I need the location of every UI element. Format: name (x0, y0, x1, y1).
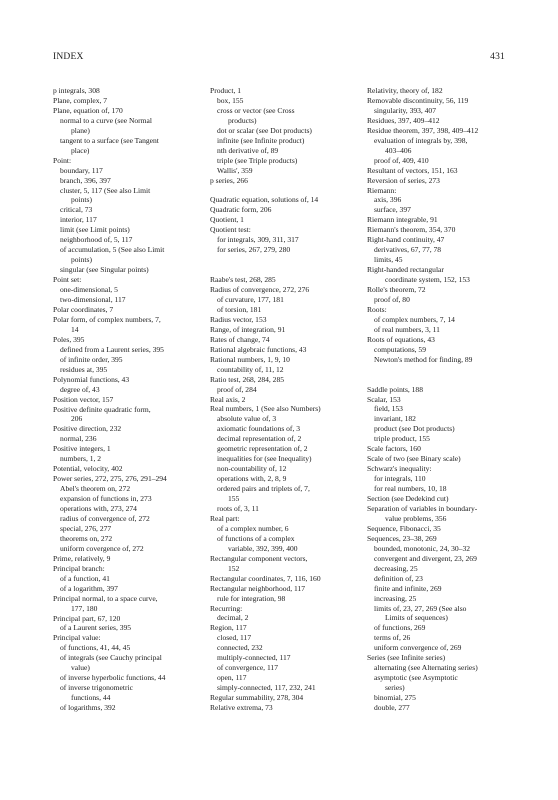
index-subentry: of torsion, 181 (217, 304, 262, 314)
index-subentry: singular (see Singular points) (60, 265, 149, 275)
index-entry: Rectangular coordinates, 7, 116, 160 (210, 573, 321, 583)
index-entry: Right-handed rectangular (367, 265, 444, 275)
index-entry: Scalar, 153 (367, 394, 401, 404)
index-subentry: definition of, 23 (374, 573, 423, 583)
index-subentry: Wallis', 359 (217, 165, 253, 175)
index-subentry: field, 153 (374, 404, 403, 414)
index-entry: Regular summability, 278, 304 (210, 693, 304, 703)
index-subentry: inequalities for (see Inequality) (217, 454, 312, 464)
index-subentry: degree of, 43 (60, 384, 100, 394)
index-entry: Scale factors, 160 (367, 444, 421, 454)
index-subentry: limit (see Limit points) (60, 225, 130, 235)
entry-gap (367, 365, 519, 375)
index-entry: Range, of integration, 91 (210, 324, 286, 334)
index-subentry: limits, 45 (374, 255, 403, 265)
index-entry: Rectangular component vectors, (210, 553, 308, 563)
index-entry: Principal value: (53, 633, 101, 643)
index-entry: Reversion of series, 273 (367, 175, 440, 185)
index-subentry: uniform convergence of, 269 (374, 643, 462, 653)
index-subentry: double, 277 (374, 703, 410, 713)
index-entry: Rational algebraic functions, 43 (210, 344, 307, 354)
index-subentry: derivatives, 67, 77, 78 (374, 245, 442, 255)
index-subentry: cross or vector (see Cross (217, 105, 295, 115)
index-subentry: for series, 267, 279, 280 (217, 245, 291, 255)
index-entry: Residue theorem, 397, 398, 409–412 (367, 125, 479, 135)
index-subentry: axiomatic foundations of, 3 (217, 424, 300, 434)
index-entry: Rolle's theorem, 72 (367, 285, 426, 295)
index-subentry: limits of, 23, 27, 269 (See also (374, 603, 467, 613)
index-continuation: plane) (71, 125, 90, 135)
index-continuation: value problems, 356 (385, 513, 447, 523)
index-entry: Polar coordinates, 7 (53, 304, 114, 314)
index-continuation: series) (385, 683, 405, 693)
entry-gap (210, 255, 362, 265)
index-subentry: theorems on, 272 (60, 533, 113, 543)
index-entry: Region, 117 (210, 623, 247, 633)
index-continuation: Limits of sequences) (385, 613, 448, 623)
index-subentry: of inverse trigonometric (60, 683, 133, 693)
index-subentry: special, 276, 277 (60, 523, 112, 533)
index-entry: Plane, complex, 7 (53, 95, 108, 105)
index-subentry: evaluation of integrals by, 398, (374, 135, 468, 145)
index-subentry: operations with, 273, 274 (60, 504, 137, 514)
index-continuation: functions, 44 (71, 693, 111, 703)
index-subentry: surface, 397 (374, 205, 411, 215)
index-continuation: 152 (228, 563, 240, 573)
index-entry: Raabe's test, 268, 285 (210, 275, 276, 285)
index-entry: Scale of two (see Binary scale) (367, 454, 461, 464)
index-entry: Real part: (210, 513, 240, 523)
index-entry: Rational numbers, 1, 9, 10 (210, 354, 290, 364)
page-header (53, 52, 505, 66)
index-subentry: proof of, 284 (217, 384, 257, 394)
index-entry: Radius vector, 153 (210, 314, 267, 324)
index-entry: Rectangular neighborhood, 117 (210, 583, 306, 593)
index-subentry: absolute value of, 3 (217, 414, 277, 424)
index-entry: Principal branch: (53, 563, 105, 573)
index-subentry: invariant, 182 (374, 414, 416, 424)
index-entry: Roots of equations, 43 (367, 334, 435, 344)
index-subentry: Abel's theorem on, 272 (60, 484, 131, 494)
index-subentry: for integrals, 309, 311, 317 (217, 235, 299, 245)
index-subentry: rule for integration, 98 (217, 593, 286, 603)
index-subentry: interior, 117 (60, 215, 97, 225)
index-entry: Quadratic form, 206 (210, 205, 272, 215)
index-entry: Point: (53, 155, 72, 165)
index-continuation: 14 (71, 324, 79, 334)
index-entry: Riemann's theorem, 354, 370 (367, 225, 456, 235)
entry-gap (367, 375, 519, 385)
index-continuation: variable, 392, 399, 400 (228, 543, 298, 553)
index-entry: Ratio test, 268, 284, 285 (210, 374, 284, 384)
index-continuation: points) (71, 255, 92, 265)
index-subentry: closed, 117 (217, 633, 252, 643)
index-continuation: 403–406 (385, 145, 412, 155)
index-column-1 (53, 86, 205, 713)
index-subentry: radius of convergence of, 272 (60, 513, 150, 523)
index-subentry: of accumulation, 5 (See also Limit (60, 245, 165, 255)
index-subentry: tangent to a surface (see Tangent (60, 135, 159, 145)
index-subentry: one-dimensional, 5 (60, 285, 118, 295)
index-subentry: nth derivative of, 89 (217, 145, 279, 155)
index-subentry: of infinite order, 395 (60, 354, 123, 364)
index-column-3 (367, 86, 519, 713)
index-entry: Relativity, theory of, 182 (367, 86, 443, 95)
index-entry: Position vector, 157 (53, 394, 114, 404)
index-subentry: of curvature, 177, 181 (217, 294, 284, 304)
index-entry: Residues, 397, 409–412 (367, 115, 440, 125)
index-subentry: infinite (see Infinite product) (217, 135, 305, 145)
index-entry: Section (see Dedekind cut) (367, 494, 449, 504)
index-subentry: normal to a curve (see Normal (60, 115, 152, 125)
index-subentry: residues at, 395 (60, 364, 108, 374)
index-subentry: for real numbers, 10, 18 (374, 484, 447, 494)
index-subentry: of a complex number, 6 (217, 523, 289, 533)
index-subentry: normal, 236 (60, 434, 97, 444)
index-continuation: points) (71, 195, 92, 205)
index-entry: Point set: (53, 275, 82, 285)
index-entry: Prime, relatively, 9 (53, 553, 111, 563)
index-subentry: Newton's method for finding, 89 (374, 354, 473, 364)
index-subentry: of a function, 41 (60, 573, 110, 583)
entry-gap (210, 186, 362, 196)
index-subentry: roots of, 3, 11 (217, 503, 259, 513)
index-subentry: finite and infinite, 269 (374, 583, 442, 593)
index-entry: Polynomial functions, 43 (53, 374, 130, 384)
index-subentry: geometric representation of, 2 (217, 444, 308, 454)
index-entry: p series, 266 (210, 175, 248, 185)
index-subentry: expansion of functions in, 273 (60, 494, 152, 504)
index-continuation: 177, 180 (71, 603, 98, 613)
index-subentry: neighborhood of, 5, 117 (60, 235, 133, 245)
index-subentry: of convergence, 117 (217, 663, 278, 673)
index-subentry: ordered pairs and triplets of, 7, (217, 484, 310, 494)
index-subentry: of functions, 41, 44, 45 (60, 643, 131, 653)
index-entry: Potential, velocity, 402 (53, 464, 123, 474)
index-continuation: 155 (228, 494, 240, 504)
index-subentry: box, 155 (217, 95, 244, 105)
index-subentry: of integrals (see Cauchy principal (60, 653, 162, 663)
index-entry: Sequences, 23–38, 269 (367, 533, 437, 543)
index-subentry: triple (see Triple products) (217, 155, 298, 165)
index-entry: Resultant of vectors, 151, 163 (367, 165, 458, 175)
index-entry: Riemann integrable, 91 (367, 215, 438, 225)
index-subentry: open, 117 (217, 673, 247, 683)
index-subentry: of complex numbers, 7, 14 (374, 314, 455, 324)
index-subentry: operations with, 2, 8, 9 (217, 474, 287, 484)
index-subentry: connected, 232 (217, 643, 263, 653)
index-subentry: branch, 396, 397 (60, 175, 111, 185)
index-entry: Real axis, 2 (210, 394, 246, 404)
index-subentry: axis, 396 (374, 195, 402, 205)
index-entry: Principal part, 67, 120 (53, 613, 121, 623)
index-entry: Plane, equation of, 170 (53, 105, 123, 115)
index-subentry: countability of, 11, 12 (217, 364, 284, 374)
index-entry: Principal normal, to a space curve, (53, 593, 158, 603)
index-entry: Recurring: (210, 603, 243, 613)
index-subentry: for integrals, 110 (374, 474, 426, 484)
index-entry: Real numbers, 1 (See also Numbers) (210, 404, 321, 414)
index-subentry: multiply-connected, 117 (217, 653, 291, 663)
index-entry: Positive direction, 232 (53, 424, 122, 434)
index-continuation: coordinate system, 152, 153 (385, 275, 470, 285)
index-entry: Saddle points, 188 (367, 384, 423, 394)
index-entry: Sequence, Fibonacci, 35 (367, 523, 441, 533)
index-entry: Positive integers, 1 (53, 444, 111, 454)
index-subentry: of functions of a complex (217, 533, 295, 543)
header-title: INDEX (53, 52, 84, 62)
index-entry: Rates of change, 74 (210, 334, 270, 344)
index-entry: Quotient test: (210, 225, 251, 235)
index-subentry: of logarithms, 392 (60, 703, 116, 713)
index-entry: Positive definite quadratic form, (53, 404, 151, 414)
index-subentry: numbers, 1, 2 (60, 454, 102, 464)
index-subentry: of real numbers, 3, 11 (374, 324, 440, 334)
index-subentry: triple product, 155 (374, 434, 430, 444)
index-subentry: decimal, 2 (217, 613, 249, 623)
index-subentry: asymptotic (see Asymptotic (374, 673, 458, 683)
index-entry: Schwarz's inequality: (367, 464, 432, 474)
index-subentry: terms of, 26 (374, 633, 411, 643)
index-entry: Quotient, 1 (210, 215, 244, 225)
index-entry: p integrals, 308 (53, 86, 100, 95)
index-continuation: 206 (71, 414, 83, 424)
index-entry: Polar form, of complex numbers, 7, (53, 314, 161, 324)
index-entry: Power series, 272, 275, 276, 291–294 (53, 474, 167, 484)
index-subentry: binomial, 275 (374, 693, 416, 703)
index-subentry: increasing, 25 (374, 593, 417, 603)
index-entry: Roots: (367, 304, 387, 314)
index-subentry: of a logarithm, 397 (60, 583, 118, 593)
index-continuation: products) (228, 115, 257, 125)
index-entry: Separation of variables in boundary- (367, 504, 478, 513)
index-subentry: simply-connected, 117, 232, 241 (217, 683, 316, 693)
index-entry: Relative extrema, 73 (210, 703, 273, 713)
index-continuation: place) (71, 145, 90, 155)
index-subentry: non-countability of, 12 (217, 464, 287, 474)
page-number: 431 (490, 52, 505, 62)
index-continuation: value) (71, 663, 90, 673)
entry-gap (210, 265, 362, 275)
index-subentry: boundary, 117 (60, 165, 103, 175)
index-subentry: cluster, 5, 117 (See also Limit (60, 185, 151, 195)
index-entry: Right-hand continuity, 47 (367, 235, 445, 245)
index-subentry: proof of, 409, 410 (374, 155, 429, 165)
index-subentry: of a Laurent series, 395 (60, 623, 132, 633)
index-subentry: product (see Dot products) (374, 424, 455, 434)
index-subentry: two-dimensional, 117 (60, 295, 126, 305)
index-subentry: computations, 59 (374, 344, 426, 354)
index-subentry: uniform covergence of, 272 (60, 543, 144, 553)
index-subentry: singularity, 393, 407 (374, 105, 436, 115)
index-subentry: alternating (see Alternating series) (374, 663, 478, 673)
index-subentry: of functions, 269 (374, 623, 426, 633)
index-subentry: decimal representation of, 2 (217, 434, 302, 444)
index-subentry: bounded, monotonic, 24, 30–32 (374, 543, 471, 553)
index-entry: Riemann: (367, 185, 397, 195)
index-entry: Radius of convergence, 272, 276 (210, 285, 310, 295)
index-subentry: critical, 73 (60, 205, 93, 215)
index-entry: Quadratic equation, solutions of, 14 (210, 195, 319, 205)
index-entry: Series (see Infinite series) (367, 653, 446, 663)
index-subentry: dot or scalar (see Dot products) (217, 125, 312, 135)
index-subentry: convergent and divergent, 23, 269 (374, 553, 477, 563)
index-subentry: of inverse hyperbolic functions, 44 (60, 673, 166, 683)
index-entry: Product, 1 (210, 86, 242, 95)
index-subentry: defined from a Laurent series, 395 (60, 344, 164, 354)
index-subentry: decreasing, 25 (374, 563, 418, 573)
index-subentry: proof of, 80 (374, 295, 410, 305)
index-entry: Removable discontinuity, 56, 119 (367, 95, 469, 105)
index-entry: Poles, 395 (53, 334, 85, 344)
index-column-2 (210, 86, 362, 713)
